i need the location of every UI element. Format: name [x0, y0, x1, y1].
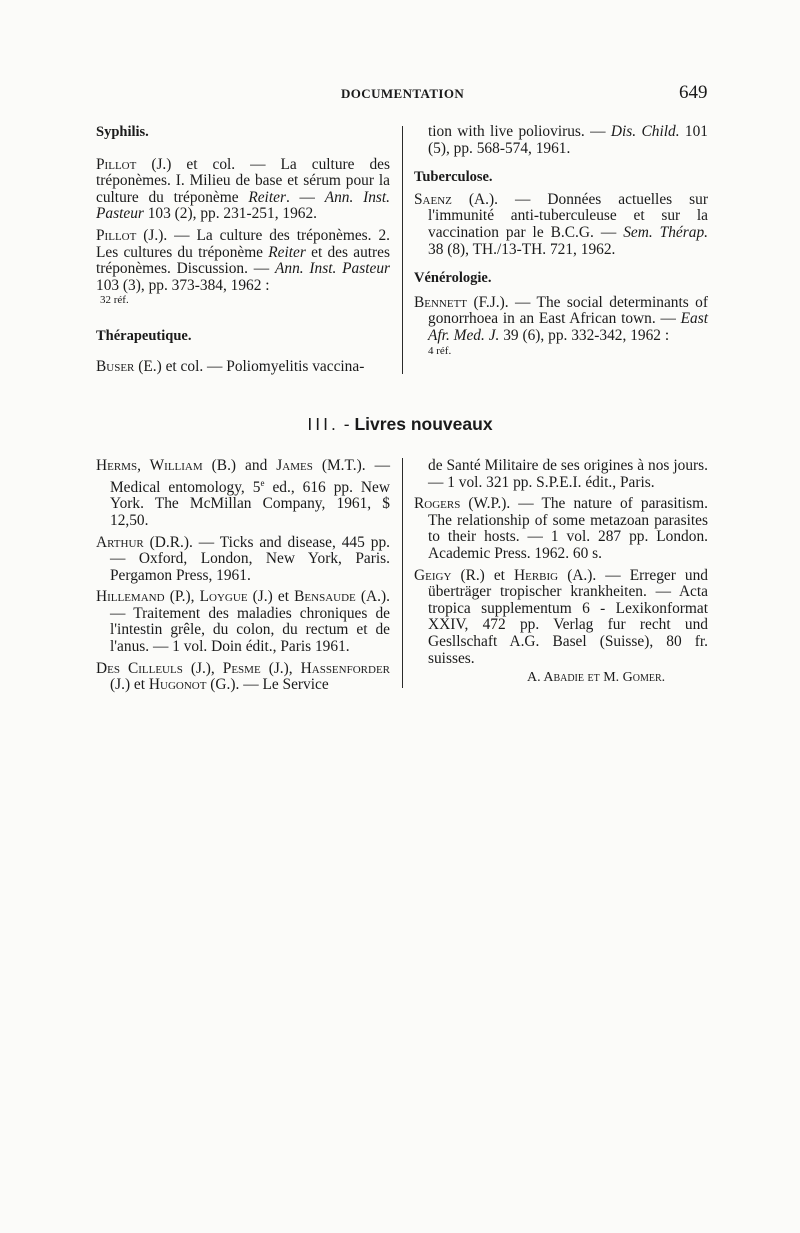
author: Rogers [414, 495, 461, 513]
top-right-column [414, 124, 708, 362]
author: Hugonot [148, 676, 207, 694]
journal-name: East Afr. Med. J. [428, 310, 708, 344]
author: Geigy [414, 566, 452, 584]
superscript: e [260, 477, 265, 488]
heading-syphilis: Syphilis. [96, 124, 149, 140]
entry-text: (J.) et [247, 588, 295, 606]
entry-ref: 103 (2), pp. 231-251, 1962. [143, 205, 318, 223]
entry-pillot-1 [96, 157, 390, 223]
entry-italic: Reiter [248, 188, 286, 206]
column-divider [402, 458, 403, 688]
entry-ref: 103 (3), pp. 373-384, 1962 : [96, 276, 270, 294]
page-number: 649 [679, 82, 708, 103]
entry-text: tion with live poliovirus. — [428, 123, 611, 140]
section-dash: - [338, 414, 355, 434]
bottom-right-column [414, 458, 708, 672]
bottom-left-column [96, 458, 390, 699]
author: Saenz [414, 190, 452, 208]
entry-italic: Reiter [268, 243, 306, 261]
entry-ref: 101 (5), pp. 568-574, 1961. [428, 123, 709, 157]
author: Herms, William [96, 457, 203, 474]
section-title [0, 414, 800, 435]
entry-ref: 39 (6), pp. 332-342, 1962 : [499, 326, 670, 344]
entry-ref: 38 (8), TH./13-TH. 721, 1962. [428, 240, 616, 258]
author: Bennett [414, 293, 468, 311]
entry-bennett [414, 295, 708, 357]
signature: A. Abadie et M. Gomer. [527, 670, 666, 685]
entry-text: (A.). — Données actuelles sur l'immunité anti-tuberculeuse et sur la vaccination par le B.C.G. — [428, 190, 708, 241]
author: Hassenforder [300, 659, 390, 677]
author: Loygue [199, 588, 248, 606]
author: Des Cilleuls [96, 659, 183, 677]
entry-buser [96, 359, 390, 376]
entry-text: (E.) et col. — Poliomyelitis vaccina- [134, 357, 365, 375]
entry-hillemand [96, 589, 390, 655]
entry-arthur [96, 535, 390, 585]
entry-text: (A.). — Erreger und überträger tropischer krankheiten. — Acta tropica supplementum 6 - Lexikonformat XXIV, 472 pp. Verlag fur recht und Gesllschaft A.G. Basel (Suisse), 80 fr. suisses. [428, 566, 709, 667]
entry-text: (D.R.). — Ticks and disease, 445 pp. — Oxford, London, New York, Paris. Pergamon Press, 1961. [110, 533, 390, 584]
author: Bensaude [294, 588, 356, 606]
entry-des-cilleuls [96, 661, 390, 694]
entry-geigy [414, 568, 708, 668]
entry-text: ed., 616 pp. New York. The McMillan Company, 1961, $ 12,50. [110, 478, 390, 529]
entry-pillot-2 [96, 228, 390, 306]
entry-rogers [414, 496, 708, 562]
column-divider [402, 126, 403, 374]
top-left-column [96, 124, 390, 381]
section-label: Livres nouveaux [354, 414, 493, 434]
author: Hillemand [96, 588, 165, 606]
entry-text: (M.T.). — Medical entomology, 5 [110, 457, 390, 496]
entry-buser-continued [414, 124, 708, 157]
entry-text: (J.) et [110, 676, 149, 694]
entry-text: (A.). — Traitement des maladies chroniques de l'intestin grêle, du colon, du rectum et de l'anus. — 1 vol. Doin édit., Paris 1961. [110, 588, 390, 656]
running-title: DOCUMENTATION [341, 86, 465, 101]
running-head [0, 82, 800, 106]
journal-name: Dis. Child. [610, 123, 680, 140]
entry-text: (R.) et [451, 566, 515, 584]
journal-name: Ann. Inst. Pasteur [274, 260, 391, 278]
entry-text: (G.). — Le Service [206, 676, 329, 694]
author: Pesme [222, 659, 261, 677]
reference-count: 32 réf. [100, 294, 129, 307]
entry-text: de Santé Militaire de ses origines à nos jours. — 1 vol. 321 pp. S.P.E.I. édit., Paris. [428, 457, 708, 491]
entry-text: (W.P.). — The nature of parasitism. The relationship of some metazoan parasites to their hosts. — 1 vol. 287 pp. London. Academic Press. 1962. 60 s. [428, 495, 708, 562]
entry-text: . — [285, 188, 325, 206]
heading-venerologie: Vénérologie. [414, 270, 492, 287]
journal-name: Ann. Inst. Pasteur [96, 188, 391, 223]
entry-text: (J.), [260, 659, 301, 677]
entry-text: (B.) and [202, 457, 277, 474]
entry-text: et des autres tréponèmes. Discussion. — [96, 243, 390, 278]
author: Arthur [96, 533, 144, 551]
entry-text: (J.), [182, 659, 223, 677]
reference-count: 4 réf. [428, 344, 452, 357]
author: Pillot [96, 226, 137, 244]
entry-text: (F.J.). — The social determinants of gonorrhoea in an East African town. — [428, 293, 708, 328]
author: James [276, 457, 313, 474]
author: Herbig [514, 566, 559, 584]
entry-text: (J.) et col. — La culture des tréponèmes. I. Milieu de base et sérum pour la culture du tréponème [96, 155, 390, 206]
section-number: III. [307, 414, 339, 434]
entry-text: (J.). — La culture des tréponèmes. 2. Les cultures du tréponème [96, 226, 390, 261]
heading-therapeutique: Thérapeutique. [96, 328, 192, 345]
entry-herms [96, 458, 390, 530]
entry-des-cilleuls-continued [414, 458, 708, 491]
journal-name: Sem. Thérap. [623, 223, 708, 241]
entry-text: (P.), [164, 588, 200, 606]
author: Buser [96, 357, 135, 375]
entry-saenz [414, 192, 708, 258]
author: Pillot [96, 155, 137, 173]
heading-tuberculose: Tuberculose. [414, 169, 493, 186]
